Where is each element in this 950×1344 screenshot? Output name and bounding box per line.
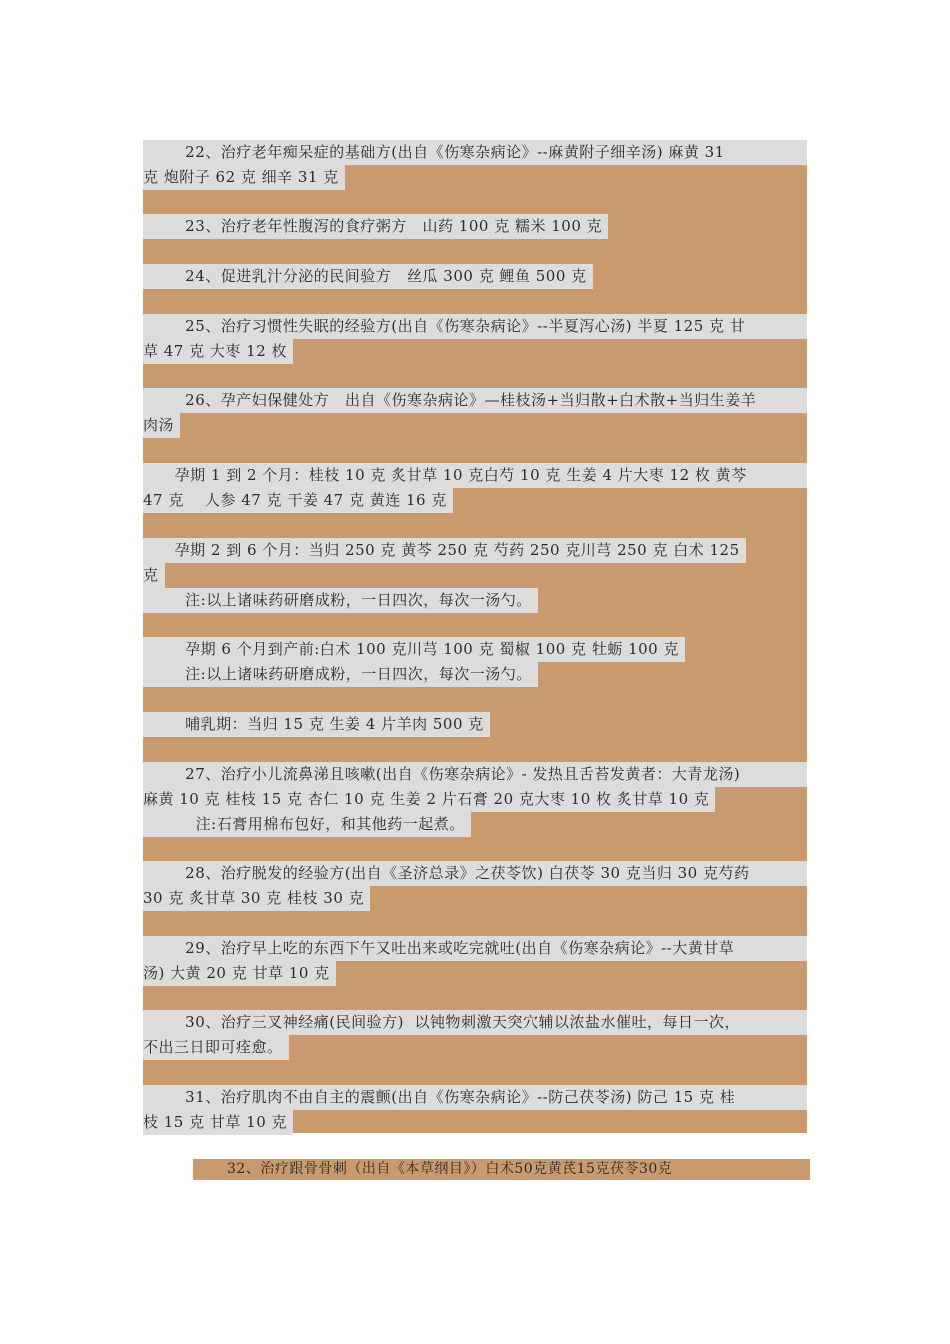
pregnancy-2-6-line-2: 克: [143, 563, 165, 588]
pregnancy-1-2-line-2: 47 克 人参 47 克 干姜 47 克 黄连 16 克: [143, 488, 453, 513]
item-22-line-1: 22、治疗老年痴呆症的基础方(出自《伤寒杂病论》--麻黄附子细辛汤) 麻黄 31: [143, 140, 807, 165]
item-31-line-2: 枝 15 克 甘草 10 克: [143, 1110, 293, 1135]
note-2: 注:以上诸味药研磨成粉，一日四次，每次一汤勺。: [143, 662, 538, 687]
item-23: 23、治疗老年性腹泻的食疗粥方 山药 100 克 糯米 100 克: [143, 214, 608, 239]
note-3: 注:石膏用棉布包好，和其他药一起煮。: [143, 812, 471, 837]
item-22-line-2: 克 炮附子 62 克 细辛 31 克: [143, 165, 345, 190]
pregnancy-1-2-line-1: 孕期 1 到 2 个月：桂枝 10 克 炙甘草 10 克白芍 10 克 生姜 4 片大枣 12 枚 黄芩: [143, 463, 807, 488]
pregnancy-6-birth: 孕期 6 个月到产前:白术 100 克川芎 100 克 蜀椒 100 克 牡蛎 100 克: [143, 637, 685, 662]
pregnancy-2-6-line-1: 孕期 2 到 6 个月：当归 250 克 黄芩 250 克 芍药 250 克川芎 250 克 白术 125: [143, 538, 746, 563]
prescription-list: [143, 140, 807, 1133]
item-27-line-1: 27、治疗小儿流鼻涕且咳嗽(出自《伤寒杂病论》- 发热且舌苔发黄者：大青龙汤): [143, 762, 807, 787]
item-32-block: [193, 1159, 810, 1180]
item-24: 24、促进乳汁分泌的民间验方 丝瓜 300 克 鲤鱼 500 克: [143, 264, 593, 289]
item-30-line-2: 不出三日即可痊愈。: [143, 1035, 289, 1060]
item-26-line-1: 26、孕产妇保健处方 出自《伤寒杂病论》—桂枝汤+当归散+白术散+当归生姜羊: [143, 388, 807, 413]
item-26-line-2: 肉汤: [143, 413, 180, 438]
item-27-line-2: 麻黄 10 克 桂枝 15 克 杏仁 10 克 生姜 2 片石膏 20 克大枣 10 枚 炙甘草 10 克: [143, 787, 715, 812]
item-30-line-1: 30、治疗三叉神经痛(民间验方) 以钝物刺激天突穴辅以浓盐水催吐，每日一次，: [143, 1010, 807, 1035]
item-28-line-2: 30 克 炙甘草 30 克 桂枝 30 克: [143, 886, 370, 911]
lactation: 哺乳期：当归 15 克 生姜 4 片羊肉 500 克: [143, 712, 490, 737]
item-25-line-1: 25、治疗习惯性失眠的经验方(出自《伤寒杂病论》--半夏泻心汤) 半夏 125 克 甘: [143, 314, 807, 339]
item-29-line-1: 29、治疗早上吃的东西下午又吐出来或吃完就吐(出自《伤寒杂病论》--大黄甘草: [143, 936, 807, 961]
item-32: 32、治疗跟骨骨刺（出自《本草纲目》）白术50克黄芪15克茯苓30克: [227, 1161, 673, 1177]
item-25-line-2: 草 47 克 大枣 12 枚: [143, 339, 293, 364]
item-28-line-1: 28、治疗脱发的经验方(出自《圣济总录》之茯苓饮) 白茯苓 30 克当归 30 克芍药: [143, 861, 807, 886]
item-31-line-1: 31、治疗肌肉不由自主的震颤(出自《伤寒杂病论》--防己茯苓汤) 防己 15 克 桂: [143, 1085, 807, 1110]
note-1: 注:以上诸味药研磨成粉，一日四次，每次一汤勺。: [143, 588, 538, 613]
item-29-line-2: 汤) 大黄 20 克 甘草 10 克: [143, 961, 336, 986]
